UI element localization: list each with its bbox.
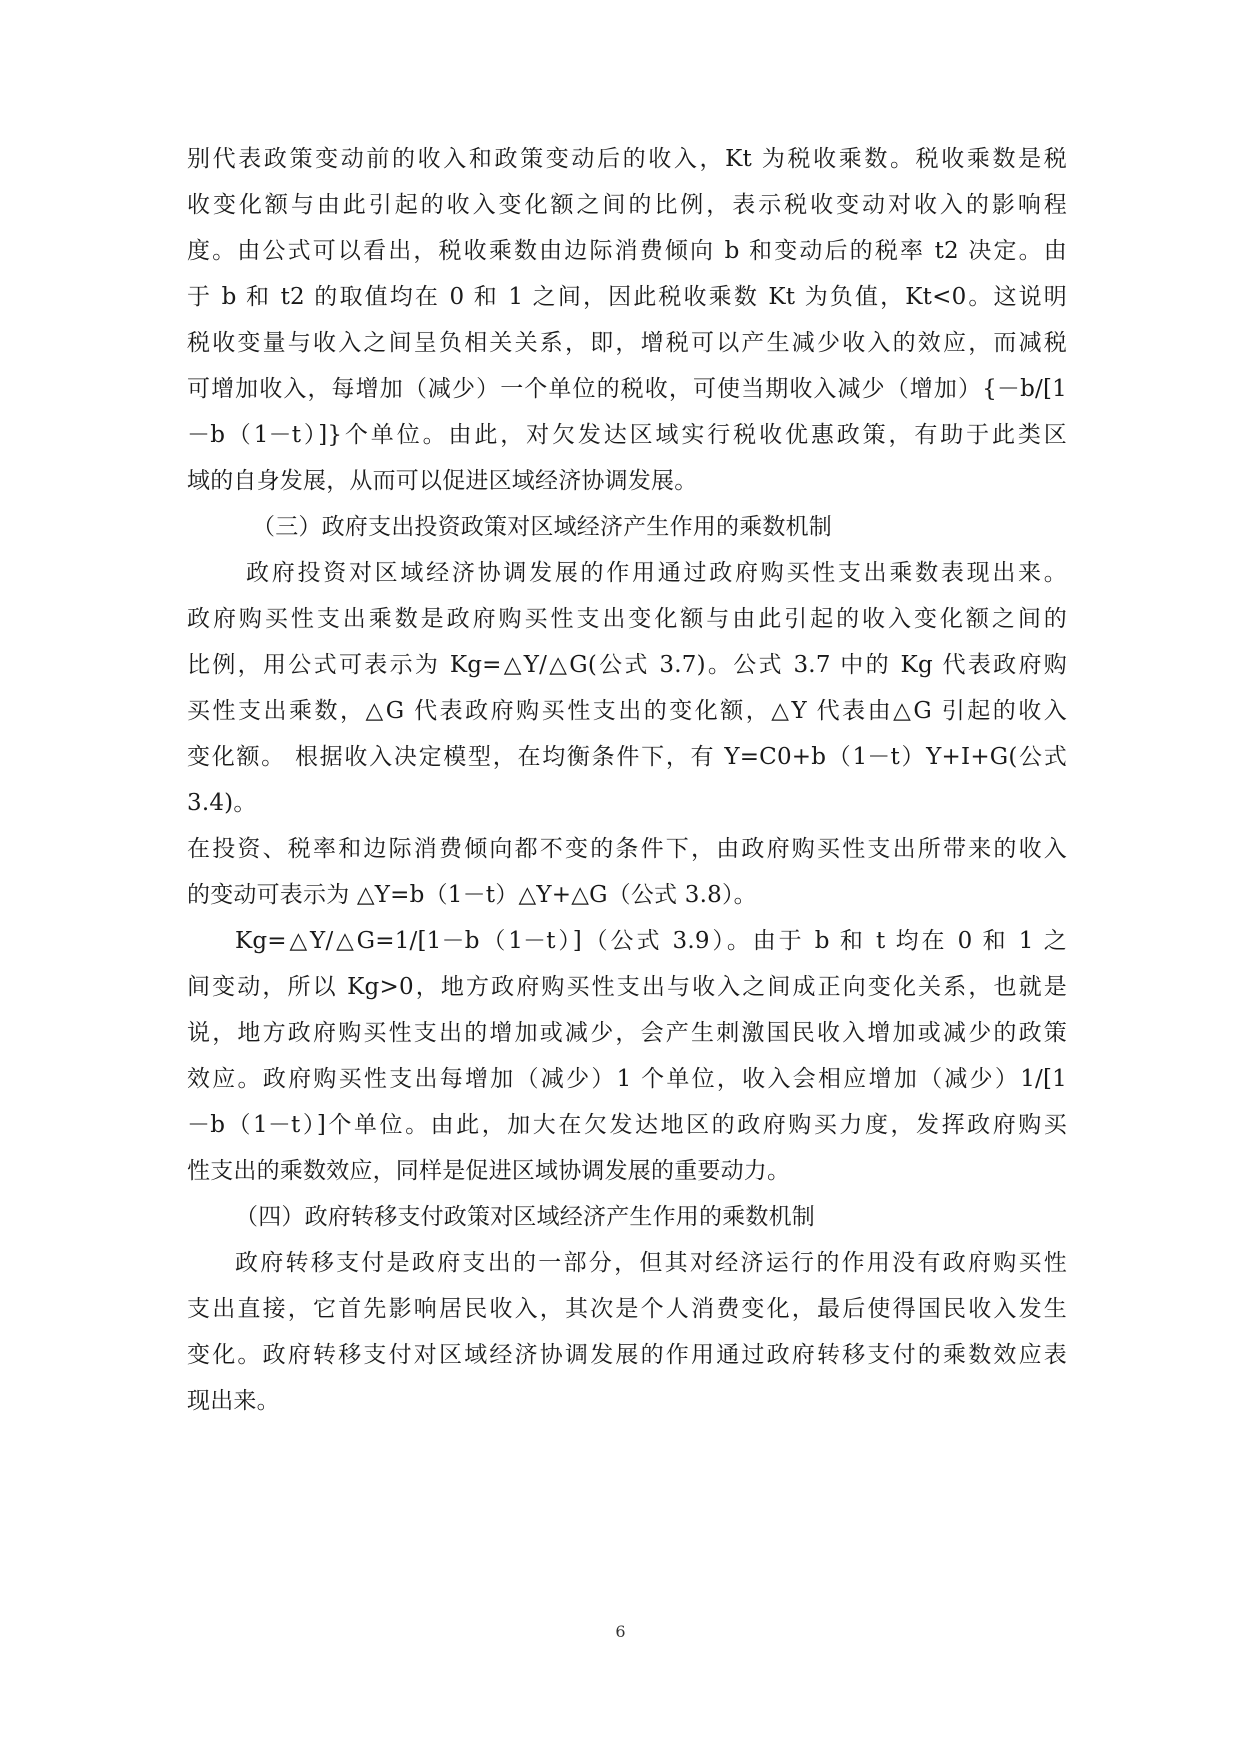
paragraph-line: 收变化额与由此引起的收入变化额之间的比例，表示税收变动对收入的影响程 [187, 192, 1067, 218]
paragraph-line: 变化额。 根据收入决定模型，在均衡条件下，有 Y=C0+b（1－t）Y+I+G(公式 [187, 744, 1067, 770]
paragraph-line: 间变动，所以 Kg>0，地方政府购买性支出与收入之间成正向变化关系，也就是 [187, 974, 1067, 1000]
paragraph-line: 变化。政府转移支付对区域经济协调发展的作用通过政府转移支付的乘数效应表 [187, 1342, 1067, 1368]
paragraph-line: Kg=△Y/△G=1/[1－b（1－t）]（公式 3.9）。由于 b 和 t 均在 0 和 1 之 [235, 928, 1067, 954]
paragraph-line: 支出直接，它首先影响居民收入，其次是个人消费变化，最后使得国民收入发生 [187, 1296, 1067, 1322]
paragraph-line: 的变动可表示为 △Y=b（1－t）△Y+△G（公式 3.8）。 [187, 882, 757, 908]
paragraph-line: 别代表政策变动前的收入和政策变动后的收入，Kt 为税收乘数。税收乘数是税 [187, 146, 1067, 172]
paragraph-line: 买性支出乘数，△G 代表政府购买性支出的变化额，△Y 代表由△G 引起的收入 [187, 698, 1067, 724]
paragraph-line: 可增加收入，每增加（减少）一个单位的税收，可使当期收入减少（增加）{－b/[1 [187, 376, 1067, 402]
paragraph-line: 税收变量与收入之间呈负相关关系，即，增税可以产生减少收入的效应，而减税 [187, 330, 1067, 356]
paragraph-line: 政府购买性支出乘数是政府购买性支出变化额与由此引起的收入变化额之间的 [187, 606, 1067, 632]
paragraph-line: 3.4)。 [187, 790, 257, 816]
page-number: 6 [615, 1622, 626, 1641]
section-heading: （四）政府转移支付政策对区域经济产生作用的乘数机制 [235, 1204, 815, 1230]
paragraph-line: 现出来。 [187, 1388, 280, 1414]
paragraph-line: 在投资、税率和边际消费倾向都不变的条件下，由政府购买性支出所带来的收入 [187, 836, 1067, 862]
paragraph-line: 效应。政府购买性支出每增加（减少）1 个单位，收入会相应增加（减少）1/[1 [187, 1066, 1067, 1092]
paragraph-line: 性支出的乘数效应，同样是促进区域协调发展的重要动力。 [187, 1158, 791, 1184]
paragraph-line: 说，地方政府购买性支出的增加或减少，会产生刺激国民收入增加或减少的政策 [187, 1020, 1067, 1046]
paragraph-line: 域的自身发展，从而可以促进区域经济协调发展。 [187, 468, 698, 494]
paragraph-line: －b（1－t）]}个单位。由此，对欠发达区域实行税收优惠政策，有助于此类区 [187, 422, 1067, 448]
paragraph-line: －b（1－t）]个单位。由此，加大在欠发达地区的政府购买力度，发挥政府购买 [187, 1112, 1067, 1138]
paragraph-line: 比例，用公式可表示为 Kg=△Y/△G(公式 3.7)。公式 3.7 中的 Kg 代表政府购 [187, 652, 1067, 678]
section-heading: （三）政府支出投资政策对区域经济产生作用的乘数机制 [252, 514, 832, 540]
paragraph-line: 于 b 和 t2 的取值均在 0 和 1 之间，因此税收乘数 Kt 为负值，Kt<0。这说明 [187, 284, 1067, 310]
paragraph-line: 度。由公式可以看出，税收乘数由边际消费倾向 b 和变动后的税率 t2 决定。由 [187, 238, 1067, 264]
paragraph-line: 政府转移支付是政府支出的一部分，但其对经济运行的作用没有政府购买性 [235, 1250, 1067, 1276]
paragraph-line: 政府投资对区域经济协调发展的作用通过政府购买性支出乘数表现出来。 [246, 560, 1067, 586]
